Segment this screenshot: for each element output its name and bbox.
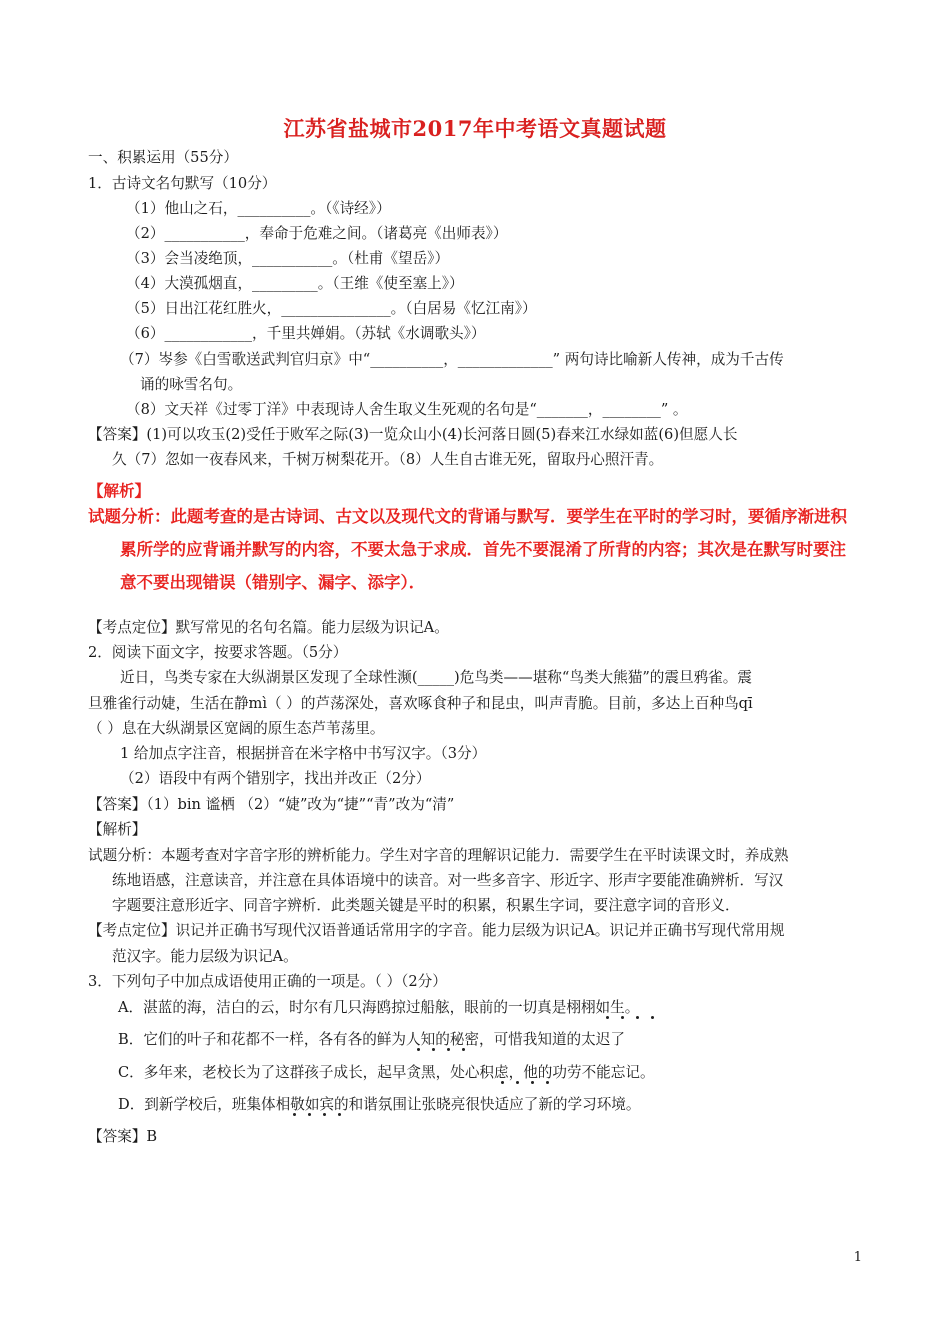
text-line: （2）语段中有两个错别字，找出并改正（2分）: [120, 770, 431, 787]
text-line: 旦雅雀行动婕，生活在静mì（ ）的芦荡深处，喜欢啄食种子和昆虫，叫声青脆。目前，多达上百种鸟qī: [88, 695, 753, 712]
text-line: 1．古诗文名句默写（10分）: [88, 175, 277, 192]
text-line: 久（7）忽如一夜春风来，千树万树梨花开。（8）人生自古谁无死，留取丹心照汗青。: [112, 451, 664, 468]
text-line: D．到新学校后，班集体相敬如宾的和谐氛围让张晓亮很快适应了新的学习环境。: [118, 1096, 641, 1113]
text-line: C．多年来，老校长为了这群孩子成长，起早贪黑，处心积虑，他的功劳不能忘记。: [118, 1064, 655, 1081]
text-line: 【答案】（1）bin 谧栖 （2）“婕”改为“捷”“青”改为“清”: [88, 796, 455, 813]
text-line: （2）___________，奉命于危难之间。（诸葛亮《出师表》）: [126, 225, 508, 242]
text-line: 【考点定位】识记并正确书写现代汉语普通话常用字的字音。能力层级为识记A。识记并正确书写现代常用规: [88, 922, 785, 939]
text-line: A．湛蓝的海，洁白的云，时尔有几只海鸥掠过船舷，眼前的一切真是栩栩如生。: [118, 999, 640, 1016]
text-line: （6）____________，千里共婵娟。（苏轼《水调歌头》）: [126, 325, 486, 342]
text-line: 3．下列句子中加点成语使用正确的一项是。（ ）（2分）: [88, 973, 447, 990]
text-line: （3）会当凌绝顶，___________。（杜甫《望岳》）: [126, 250, 450, 267]
text-line: 2．阅读下面文字，按要求答题。（5分）: [88, 644, 348, 661]
text-line: 【答案】(1)可以攻玉(2)受任于败军之际(3)一览众山小(4)长河落日圆(5)春来江水绿如蓝(6)但愿人长: [88, 426, 738, 443]
emphasis-dots-b: [414, 1048, 474, 1054]
page-number: 1: [853, 1250, 862, 1265]
text-line: 【答案】B: [88, 1128, 158, 1145]
text-line: 一、积累运用（55分）: [88, 149, 238, 166]
text-line: 范汉字。能力层级为识记A。: [112, 948, 298, 965]
text-line: 试题分析：本题考查对字音字形的辨析能力。学生对字音的理解识记能力．需要学生在平时读课文时，养成熟: [88, 847, 789, 864]
text-line: （ ）息在大纵湖景区宽阔的原生态芦苇荡里。: [88, 720, 385, 737]
text-line: 练地语感，注意读音，并注意在具体语境中的读音。对一些多音字、形近字、形声字要能准确辨析．写汉: [112, 872, 784, 889]
text-line: 【解析】: [88, 821, 147, 838]
text-line: 【考点定位】默写常见的名句名篇。能力层级为识记A。: [88, 619, 449, 636]
text-line: 诵的咏雪名句。: [140, 376, 243, 393]
text-line: 字题要注意形近字、同音字辨析．此类题关键是平时的积累，积累生字词，要注意字词的音形义．: [112, 897, 740, 914]
text-line: 1 给加点字注音，根据拼音在米字格中书写汉字。（3分）: [120, 745, 487, 762]
text-line: B．它们的叶子和花都不一样，各有各的鲜为人知的秘密，可惜我知道的太迟了: [118, 1031, 625, 1048]
text-line: （7）岑参《白雪歌送武判官归京》中“__________，_____________” 两句诗比喻新人传神，成为千古传: [120, 351, 784, 368]
emphasis-dots-a: [603, 1016, 663, 1022]
analysis-line: 试题分析：此题考查的是古诗词、古文以及现代文的背诵与默写．要学生在平时的学习时，要循序渐进积: [88, 507, 847, 526]
text-line: 近日，鸟类专家在大纵湖景区发现了全球性濒(_____)危鸟类——堪称“鸟类大熊猫”的震旦鸦雀。震: [120, 669, 752, 686]
text-line: （5）日出江花红胜火，_______________。（白居易《忆江南》）: [126, 300, 537, 317]
analysis-line: 累所学的应背诵并默写的内容，不要太急于求成．首先不要混淆了所背的内容；其次是在默写时要注: [120, 540, 846, 559]
emphasis-dots-d: [290, 1113, 350, 1119]
text-line: （8）文天祥《过零丁洋》中表现诗人舍生取义生死观的名句是“_______，________” 。: [126, 401, 688, 418]
text-line: （1）他山之石，__________。（《诗经》）: [126, 200, 391, 217]
analysis-tag: 【解析】: [88, 482, 151, 500]
analysis-line: 意不要出现错误（错别字、漏字、添字）．: [120, 573, 426, 592]
emphasis-dots-c: [498, 1081, 558, 1087]
page-title: 江苏省盐城市2017年中考语文真题试题: [283, 116, 667, 141]
text-line: （4）大漠孤烟直，_________。（王维《使至塞上》）: [126, 275, 464, 292]
